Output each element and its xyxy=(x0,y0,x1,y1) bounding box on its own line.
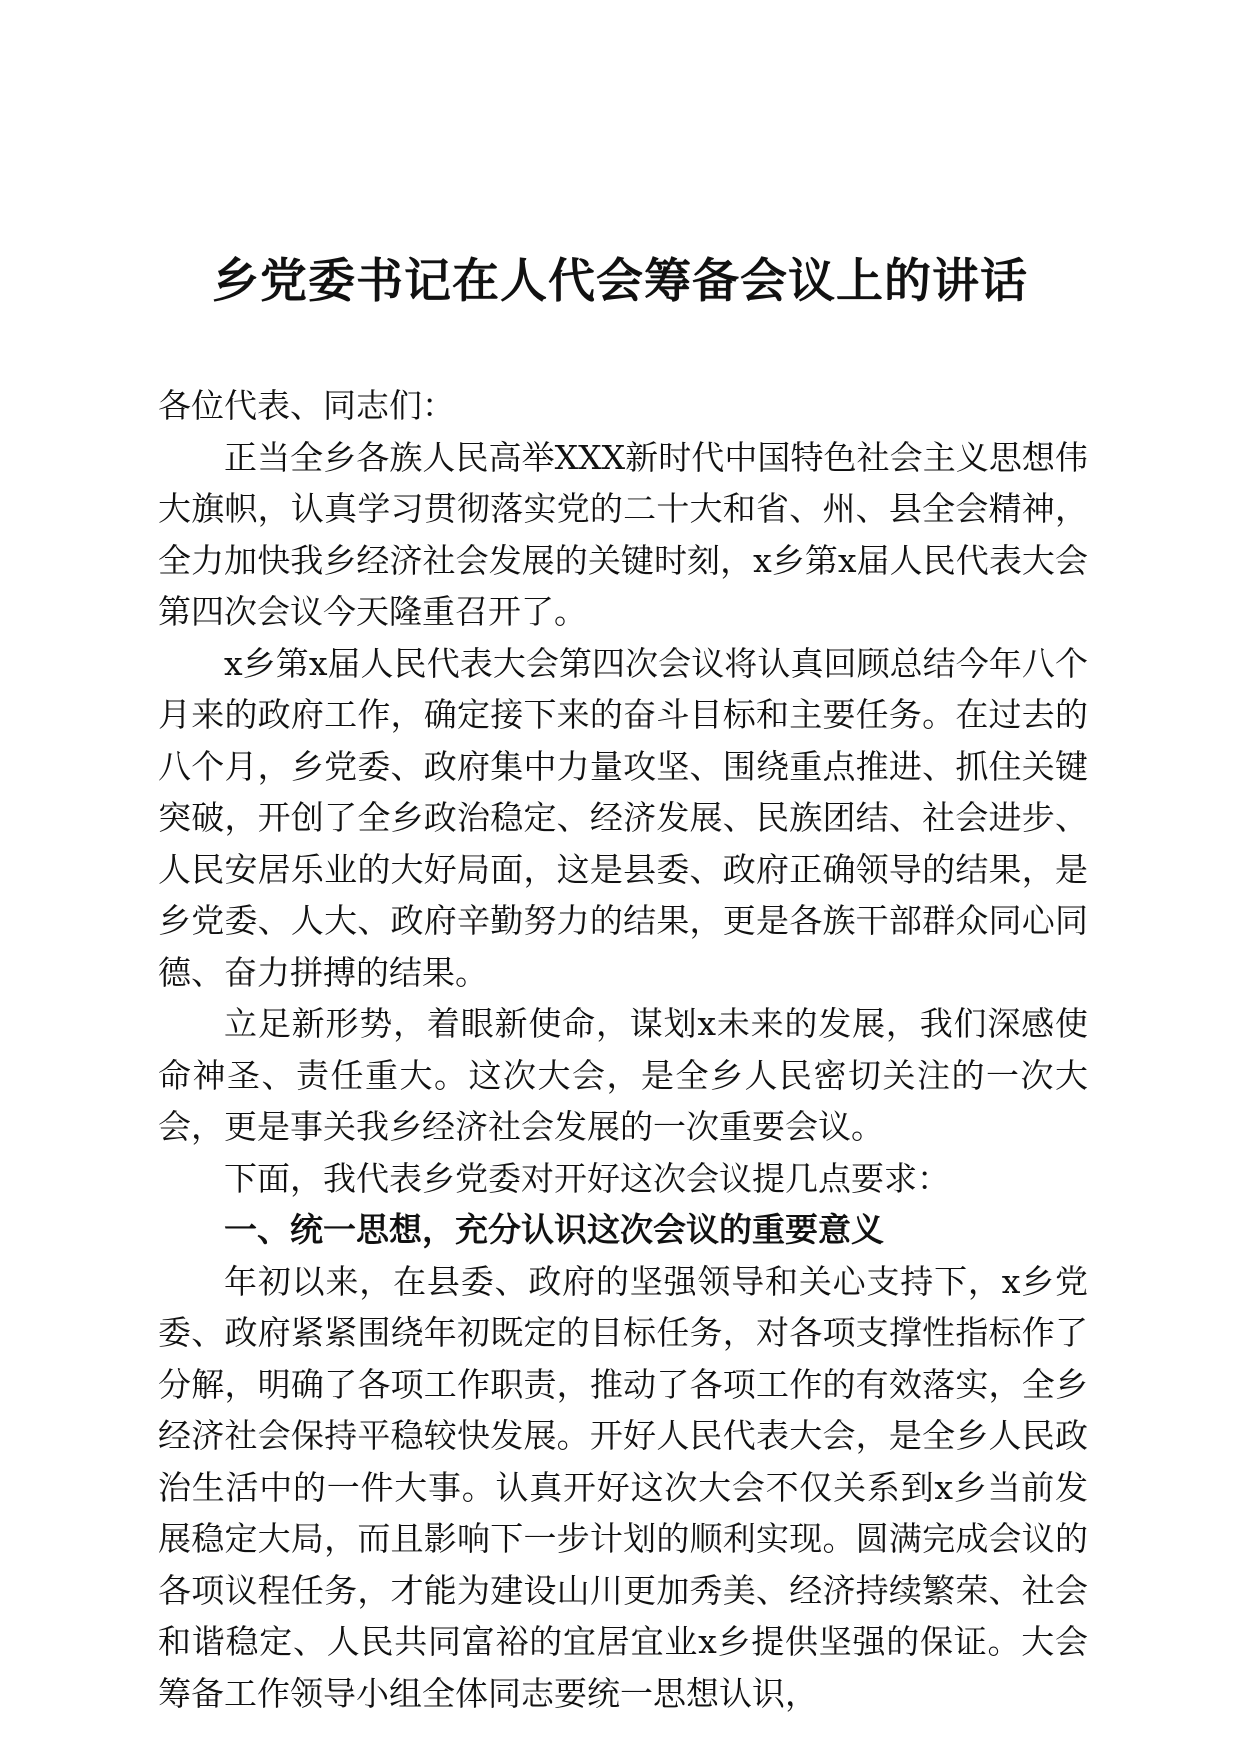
paragraph-5: 年初以来，在县委、政府的坚强领导和关心支持下，x乡党委、政府紧紧围绕年初既定的目标任务，对各项支撑性指标作了分解，明确了各项工作职责，推动了各项工作的有效落实，全乡经济社会保持平稳较快发展。开好人民代表大会，是全乡人民政治生活中的一件大事。认真开好这次大会不仅关系到x乡当前发展稳定大局，而且影响下一步计划的顺利实现。圆满完成会议的各项议程任务，才能为建设山川更加秀美、经济持续繁荣、社会和谐稳定、人民共同富裕的宜居宜业x乡提供坚强的保证。大会筹备工作领导小组全体同志要统一思想认识， xyxy=(158,1261,1088,1713)
paragraph-1: 正当全乡各族人民高举XXX新时代中国特色社会主义思想伟大旗帜，认真学习贯彻落实党的二十大和省、州、县全会精神，全力加快我乡经济社会发展的关键时刻，x乡第x届人民代表大会第四次会议今天隆重召开了。 xyxy=(158,437,1088,631)
section-heading-1: 一、统一思想，充分认识这次会议的重要意义 xyxy=(224,1210,884,1249)
salutation: 各位代表、同志们： xyxy=(158,386,455,425)
paragraph-4: 下面，我代表乡党委对开好这次会议提几点要求： xyxy=(224,1158,950,1198)
paragraph-3: 立足新形势，着眼新使命，谋划x未来的发展，我们深感使命神圣、责任重大。这次大会，是全乡人民密切关注的一次大会，更是事关我乡经济社会发展的一次重要会议。 xyxy=(158,1004,1088,1146)
document-body xyxy=(158,380,1088,1719)
document-title: 乡党委书记在人代会筹备会议上的讲话 xyxy=(212,254,1028,309)
paragraph-2: x乡第x届人民代表大会第四次会议将认真回顾总结今年八个月来的政府工作，确定接下来的奋斗目标和主要任务。在过去的八个月，乡党委、政府集中力量攻坚、围绕重点推进、抓住关键突破，开创了全乡政治稳定、经济发展、民族团结、社会进步、人民安居乐业的大好局面，这是县委、政府正确领导的结果，是乡党委、人大、政府辛勤努力的结果，更是各族干部群众同心同德、奋力拼搏的结果。 xyxy=(158,643,1088,992)
